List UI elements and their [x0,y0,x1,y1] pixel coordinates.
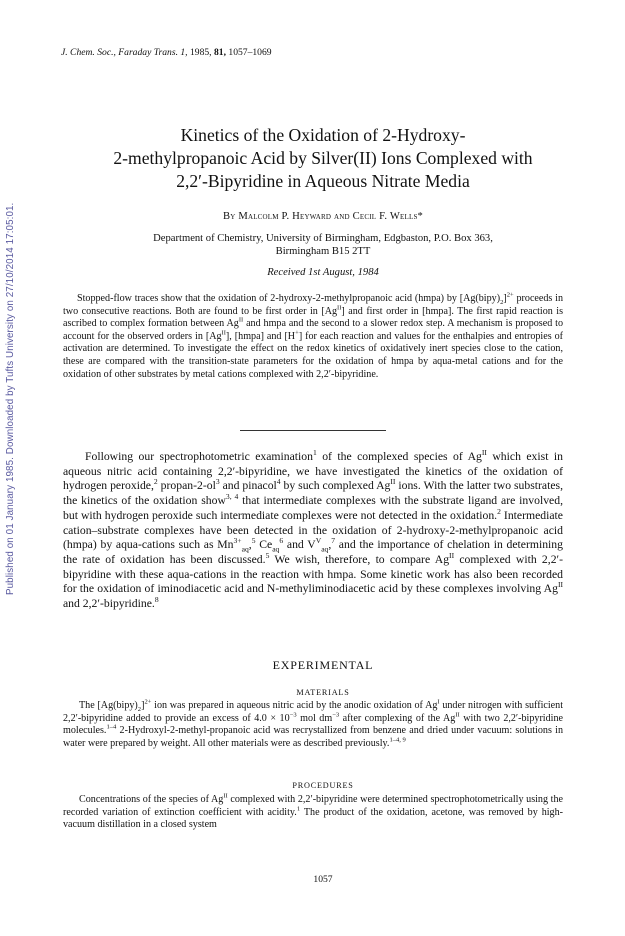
body-text: and V [283,538,316,552]
reference-superscript: 1 [296,805,301,813]
section-heading-experimental: EXPERIMENTAL [272,658,374,672]
journal-year: 1985, [189,47,212,58]
oxidation-state-superscript: II [223,792,228,800]
abstract-text: ], [hmpa] and [H [225,330,296,342]
introduction-paragraph [63,450,563,612]
reference-superscript: 1–4, 9 [389,736,406,744]
body-text: , [328,538,332,552]
reference-superscript: 2 [153,477,158,487]
reference-superscript: 1–4 [106,723,117,731]
body-text: , [248,538,252,552]
article-title [40,124,606,193]
aq-subscript: aq [241,544,249,554]
section-divider [240,430,386,431]
abstract-superscript: 2+ [506,291,514,299]
reference-superscript: 8 [154,595,159,605]
body-text: that intermediate complexes with the substrate ligand are involved, but with hydrogen peroxide such intermediate complexes were not detected in the oxidation. [63,494,564,522]
body-text: The product of the oxidation, acetone, was removed by high-vacuum distillation in a closed system [63,806,563,831]
procedures-paragraph [63,794,563,832]
reference-superscript: 5 [265,551,270,561]
journal-pages: 1057–1069 [228,47,272,58]
journal-reference [61,47,272,58]
abstract [63,293,563,381]
body-text: Ce [255,538,273,552]
charge-superscript: 2+ [144,698,152,706]
body-text: mol dm [296,712,333,724]
body-text: Concentrations of the species of Ag [79,794,224,805]
abstract-text: Stopped-flow traces show that the oxidation of 2-hydroxy-2-methylpropanoic acid (hmpa) by [Ag(bipy) [77,293,501,304]
journal-name: J. Chem. Soc., Faraday Trans. 1, [61,47,188,58]
aq-subscript: aq [272,544,280,554]
affiliation [40,232,606,258]
body-text: Following our spectrophotometric examination [85,450,313,463]
body-text: complexed with 2,2′-bipyridine were determined spectrophotometrically using the recorded variation of extinction coefficient with acidity. [63,794,563,818]
oxidation-state-superscript: II [455,711,460,719]
affiliation-line: Department of Chemistry, University of Birmingham, Edgbaston, P.O. Box 363, [153,233,493,244]
reference-superscript: 3, 4 [225,492,239,502]
oxidation-state-superscript: I [437,698,440,706]
body-text: which exist in aqueous nitric acid containing 2,2′-bipyridine, we have investigated the kinetics of the oxidation of hydrogen peroxide, [63,450,563,493]
reference-superscript: 3 [215,477,220,487]
oxidation-state-superscript: II [390,477,396,487]
charge-superscript: 3+ [233,536,242,546]
subscript: 2 [137,706,142,714]
oxidation-state-superscript: II [481,448,487,458]
journal-volume: 81, [213,47,226,58]
page-number: 1057 [313,874,333,885]
oxidation-state-superscript: II [449,551,455,561]
title-line: 2-methylpropanoic Acid by Silver(II) Ions Complexed with [113,148,533,168]
body-text: with two 2,2′-bipyridine molecules. [63,712,563,737]
abstract-superscript: II [221,329,226,337]
oxidation-state-superscript: II [557,580,563,590]
reference-superscript: 7 [331,536,336,546]
received-date: Received 1st August, 1984 [267,267,379,278]
body-text: 2-Hydroxyl-2-methyl-propanoic acid was recrystallized from benzene and dried under vacuum: solutions in water were prepared by weight. All other materials were as described previously. [63,725,563,749]
body-text: We wish, therefore, to compare Ag [269,552,450,566]
body-text: ion was prepared in aqueous nitric acid by the anodic oxidation of Ag [151,700,438,711]
body-text: by such complexed Ag [280,479,391,493]
exponent-superscript: −3 [332,711,340,719]
download-stamp [3,140,17,595]
body-text: and the importance of chelation in determining the rate of oxidation has been discussed. [63,538,563,566]
abstract-text: ] and first order in [hmpa]. The first rapid reaction is ascribed to complex formation between Ag [63,305,564,330]
body-text: after complexing of the Ag [339,712,456,724]
body-text: complexed with 2,2′-bipyridine with these aqua-cations in the reaction with hmpa. Some kinetic work has also been recorded for the oxidation of iminodiacetic acid and N-methyliminodiacetic acid by these complexes involving Ag [63,552,563,596]
reference-superscript: 6 [279,536,284,546]
title-line: Kinetics of the Oxidation of 2-Hydroxy- [180,125,466,145]
body-text: The [Ag(bipy) [79,700,138,711]
abstract-superscript: II [238,316,244,324]
body-text: of the complexed species of Ag [316,450,482,463]
body-text: Intermediate cation–substrate complexes have been detected in the oxidation of 2-hydroxy-2-methylpropanoic acid (hmpa) by aqua-cations such as Mn [63,508,563,552]
body-text: under nitrogen with sufficient 2,2′-bipyridine added to provide an excess of 4.0 × 10 [63,700,564,724]
subheading-materials: MATERIALS [296,688,350,697]
subheading-procedures: PROCEDURES [292,781,354,790]
aq-subscript: aq [321,544,329,554]
reference-superscript: 2 [497,506,501,516]
materials-paragraph [63,700,563,750]
body-text: and pinacol [219,479,277,493]
affiliation-line: Birmingham B15 2TT [275,246,371,257]
abstract-text: and hmpa and the second to a slower redox step. A mechanism is proposed to account for the observed orders in [Ag [63,318,563,342]
exponent-superscript: −3 [289,711,297,719]
abstract-superscript: II [337,304,342,312]
abstract-superscript: + [295,329,299,337]
reference-superscript: 4 [276,477,281,487]
body-text: ] [141,700,145,711]
abstract-subscript: 2 [500,299,504,307]
reference-superscript: 1 [312,448,317,458]
abstract-text: ] for each reaction and values for the enthalpies and entropies of activation are determined. To investigate the effect on the redox kinetics of oxidatively inert species close to the cation, these are compared with the transition-state parameters for the oxidation of hmpa by aqua-metal cations and for the oxidation of other substrates by metal cations complexed with 2,2′-bipyridine. [63,330,564,380]
download-stamp-text: Published on 01 January 1985. Downloaded by Tufts University on 27/10/2014 17:05:01. [5,202,16,595]
abstract-text: proceeds in two consecutive reactions. Both are found to be first order in [Ag [63,293,563,317]
oxidation-state-superscript: V [315,536,322,546]
body-text: ions. With the latter two substrates, the kinetics of the oxidation show [63,479,564,508]
author-line: By Malcolm P. Heyward and Cecil F. Wells* [222,211,424,222]
body-text: propan-2-ol [157,479,216,493]
body-text: and 2,2′-bipyridine. [63,597,155,611]
abstract-text: ] [503,293,507,304]
title-line: 2,2′-Bipyridine in Aqueous Nitrate Media [176,171,470,191]
reference-superscript: 5 [251,536,256,546]
